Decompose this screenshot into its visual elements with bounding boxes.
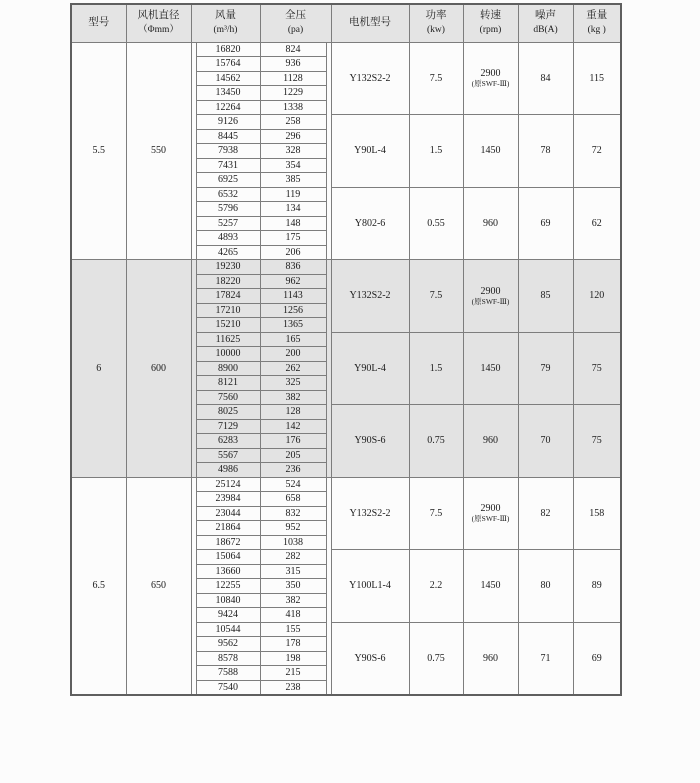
speed-note: (原SWF-Ⅲ): [471, 514, 510, 524]
volume-cell: 8900: [196, 361, 260, 376]
volume-cell: 16820: [196, 42, 260, 57]
pressure-cell: 325: [260, 376, 326, 391]
volume-cell: 23044: [196, 506, 260, 521]
volume-cell: 15764: [196, 57, 260, 72]
pressure-cell: 148: [260, 216, 326, 231]
column-header-air-volume: [191, 4, 260, 42]
noise-cell: 85: [518, 260, 573, 333]
volume-cell: 5257: [196, 216, 260, 231]
volume-cell: 6925: [196, 173, 260, 188]
header-title: 型号: [88, 16, 110, 28]
motor-model-cell: Y132S2-2: [331, 42, 409, 115]
speed-value: 2900: [480, 503, 501, 515]
column-header-fan-diameter: [126, 4, 191, 42]
pressure-cell: 418: [260, 608, 326, 623]
table-row: [71, 42, 621, 57]
pressure-cell: 165: [260, 332, 326, 347]
weight-cell: 115: [573, 42, 621, 115]
pressure-cell: 354: [260, 158, 326, 173]
volume-cell: 15064: [196, 550, 260, 565]
pressure-cell: 952: [260, 521, 326, 536]
speed-cell: [463, 115, 518, 188]
volume-cell: 10544: [196, 622, 260, 637]
volume-cell: 7431: [196, 158, 260, 173]
volume-cell: 8025: [196, 405, 260, 420]
motor-model-cell: Y90S-6: [331, 622, 409, 695]
noise-cell: 84: [518, 42, 573, 115]
volume-cell: 9562: [196, 637, 260, 652]
speed-cell: [463, 332, 518, 405]
volume-cell: 12255: [196, 579, 260, 594]
volume-cell: 6532: [196, 187, 260, 202]
speed-cell: [463, 187, 518, 260]
motor-model-cell: Y802-6: [331, 187, 409, 260]
volume-cell: 7938: [196, 144, 260, 159]
power-cell: 0.75: [409, 405, 463, 478]
volume-cell: 23984: [196, 492, 260, 507]
power-cell: 0.75: [409, 622, 463, 695]
volume-cell: 4265: [196, 245, 260, 260]
power-cell: 2.2: [409, 550, 463, 623]
speed-value: 1450: [480, 145, 501, 157]
pressure-cell: 1128: [260, 71, 326, 86]
pressure-cell: 282: [260, 550, 326, 565]
pressure-cell: 832: [260, 506, 326, 521]
pressure-cell: 328: [260, 144, 326, 159]
volume-cell: 19230: [196, 260, 260, 275]
noise-cell: 69: [518, 187, 573, 260]
volume-cell: 4986: [196, 463, 260, 478]
motor-model-cell: Y132S2-2: [331, 477, 409, 550]
pressure-cell: 936: [260, 57, 326, 72]
pressure-cell: 175: [260, 231, 326, 246]
pressure-cell: 155: [260, 622, 326, 637]
pressure-cell: 215: [260, 666, 326, 681]
pressure-cell: 385: [260, 173, 326, 188]
column-header-power: [409, 4, 463, 42]
volume-cell: 12264: [196, 100, 260, 115]
model-cell: 6: [71, 260, 126, 478]
volume-cell: 10000: [196, 347, 260, 362]
noise-cell: 79: [518, 332, 573, 405]
motor-model-cell: Y90L-4: [331, 332, 409, 405]
volume-cell: 5567: [196, 448, 260, 463]
volume-cell: 8121: [196, 376, 260, 391]
column-header-noise: [518, 4, 573, 42]
pressure-cell: 1038: [260, 535, 326, 550]
motor-model-cell: Y90S-6: [331, 405, 409, 478]
pressure-cell: 315: [260, 564, 326, 579]
speed-value: 2900: [480, 285, 501, 297]
table-header: [71, 4, 621, 42]
header-title: 全压: [285, 10, 306, 22]
pressure-cell: 824: [260, 42, 326, 57]
speed-value: 960: [483, 217, 498, 229]
weight-cell: 75: [573, 332, 621, 405]
volume-cell: 9424: [196, 608, 260, 623]
volume-cell: 6283: [196, 434, 260, 449]
weight-cell: 120: [573, 260, 621, 333]
header-title: 功率: [425, 10, 447, 22]
pressure-cell: 350: [260, 579, 326, 594]
weight-cell: 69: [573, 622, 621, 695]
pressure-cell: 238: [260, 680, 326, 695]
header-title: 电机型号: [349, 16, 391, 28]
speed-cell: [463, 622, 518, 695]
volume-cell: 18672: [196, 535, 260, 550]
pressure-cell: 658: [260, 492, 326, 507]
pressure-cell: 206: [260, 245, 326, 260]
volume-cell: 14562: [196, 71, 260, 86]
pressure-cell: 1365: [260, 318, 326, 333]
speed-value: 960: [483, 435, 498, 447]
volume-cell: 7129: [196, 419, 260, 434]
speed-cell: [463, 550, 518, 623]
header-title: 噪声: [535, 10, 556, 22]
speed-value: 1450: [480, 362, 501, 374]
diameter-cell: 600: [126, 260, 191, 478]
motor-model-cell: Y132S2-2: [331, 260, 409, 333]
noise-cell: 70: [518, 405, 573, 478]
speed-value: 960: [483, 652, 498, 664]
pressure-cell: 1229: [260, 86, 326, 101]
table-row: [71, 477, 621, 492]
speed-cell: [463, 405, 518, 478]
pressure-cell: 382: [260, 390, 326, 405]
pressure-cell: 962: [260, 274, 326, 289]
pressure-cell: 178: [260, 637, 326, 652]
volume-cell: 9126: [196, 115, 260, 130]
pressure-cell: 836: [260, 260, 326, 275]
speed-cell: [463, 42, 518, 115]
header-title: 风机直径: [137, 10, 180, 22]
table-body: [71, 42, 621, 695]
volume-cell: 5796: [196, 202, 260, 217]
volume-cell: 18220: [196, 274, 260, 289]
column-header-model: [71, 4, 126, 42]
fan-specification-table: [70, 3, 622, 696]
noise-cell: 82: [518, 477, 573, 550]
column-header-motor-model: [331, 4, 409, 42]
power-cell: 7.5: [409, 260, 463, 333]
diameter-cell: 650: [126, 477, 191, 695]
volume-cell: 8578: [196, 651, 260, 666]
pressure-cell: 200: [260, 347, 326, 362]
pressure-cell: 258: [260, 115, 326, 130]
speed-note: (原SWF-Ⅲ): [471, 79, 510, 89]
table-row: [71, 260, 621, 275]
header-unit: (m³/h): [213, 24, 238, 35]
pressure-cell: 128: [260, 405, 326, 420]
power-cell: 1.5: [409, 115, 463, 188]
diameter-cell: 550: [126, 42, 191, 260]
weight-cell: 72: [573, 115, 621, 188]
motor-model-cell: Y100L1-4: [331, 550, 409, 623]
volume-cell: 4893: [196, 231, 260, 246]
speed-value: 2900: [480, 68, 501, 80]
speed-cell: [463, 477, 518, 550]
power-cell: 7.5: [409, 477, 463, 550]
header-unit: (pa): [287, 24, 304, 35]
motor-model-cell: Y90L-4: [331, 115, 409, 188]
pressure-cell: 142: [260, 419, 326, 434]
header-row: [71, 4, 621, 42]
pressure-cell: 524: [260, 477, 326, 492]
noise-cell: 80: [518, 550, 573, 623]
table-wrapper: [70, 3, 622, 696]
header-unit: (kg ): [587, 24, 606, 35]
power-cell: 0.55: [409, 187, 463, 260]
model-cell: 6.5: [71, 477, 126, 695]
speed-cell: [463, 260, 518, 333]
volume-cell: 25124: [196, 477, 260, 492]
pressure-cell: 262: [260, 361, 326, 376]
pressure-cell: 1256: [260, 303, 326, 318]
model-cell: 5.5: [71, 42, 126, 260]
pressure-cell: 119: [260, 187, 326, 202]
volume-cell: 7540: [196, 680, 260, 695]
header-unit: (rpm): [479, 24, 502, 35]
power-cell: 7.5: [409, 42, 463, 115]
column-header-weight: [573, 4, 621, 42]
header-title: 重量: [586, 10, 608, 22]
column-header-total-pressure: [260, 4, 331, 42]
volume-cell: 7560: [196, 390, 260, 405]
volume-cell: 15210: [196, 318, 260, 333]
power-cell: 1.5: [409, 332, 463, 405]
volume-cell: 17824: [196, 289, 260, 304]
volume-cell: 17210: [196, 303, 260, 318]
pressure-cell: 1338: [260, 100, 326, 115]
weight-cell: 75: [573, 405, 621, 478]
pressure-cell: 176: [260, 434, 326, 449]
volume-cell: 10840: [196, 593, 260, 608]
pressure-cell: 236: [260, 463, 326, 478]
volume-cell: 7588: [196, 666, 260, 681]
weight-cell: 158: [573, 477, 621, 550]
volume-cell: 13660: [196, 564, 260, 579]
pressure-cell: 296: [260, 129, 326, 144]
column-header-speed: [463, 4, 518, 42]
volume-cell: 13450: [196, 86, 260, 101]
header-title: 风量: [215, 10, 236, 22]
weight-cell: 62: [573, 187, 621, 260]
header-unit: (kw): [427, 24, 445, 35]
pressure-cell: 205: [260, 448, 326, 463]
speed-value: 1450: [480, 580, 501, 592]
noise-cell: 78: [518, 115, 573, 188]
noise-cell: 71: [518, 622, 573, 695]
pressure-cell: 382: [260, 593, 326, 608]
speed-note: (原SWF-Ⅲ): [471, 296, 510, 306]
pressure-cell: 198: [260, 651, 326, 666]
volume-cell: 8445: [196, 129, 260, 144]
header-unit: dB(A): [533, 24, 558, 35]
header-unit: （Φmm）: [138, 24, 179, 35]
header-title: 转速: [480, 10, 501, 22]
weight-cell: 89: [573, 550, 621, 623]
pressure-cell: 1143: [260, 289, 326, 304]
pressure-cell: 134: [260, 202, 326, 217]
volume-cell: 21864: [196, 521, 260, 536]
volume-cell: 11625: [196, 332, 260, 347]
